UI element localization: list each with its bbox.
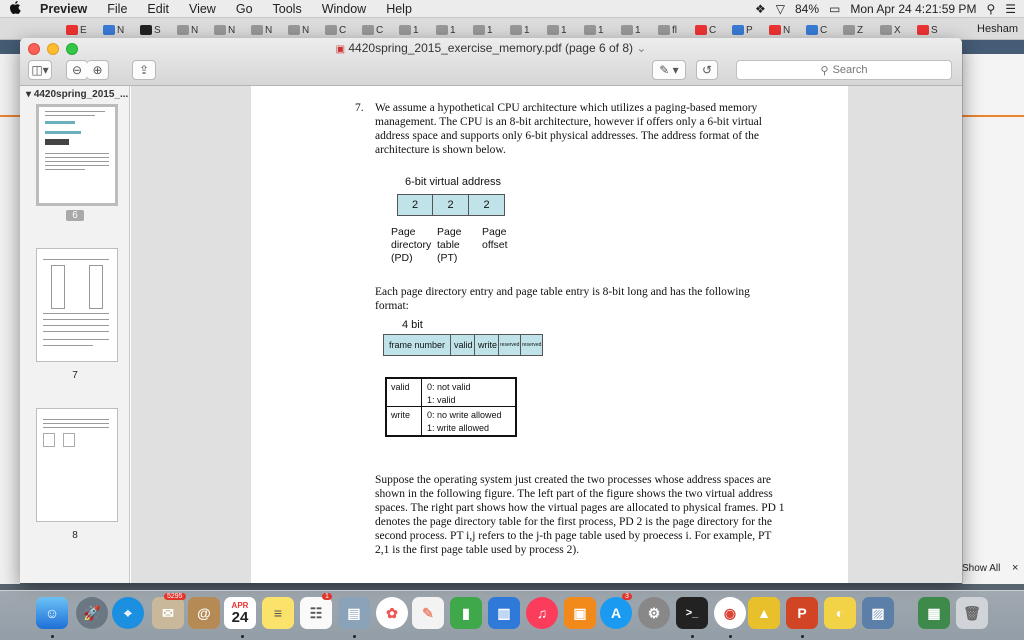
tab-favicon-icon [473, 25, 485, 35]
background-tab-label: N [302, 24, 310, 36]
show-all-button[interactable]: Show All [962, 563, 1001, 574]
tab-favicon-icon [621, 25, 633, 35]
rotate-button[interactable] [696, 60, 718, 80]
background-tab[interactable] [362, 22, 383, 38]
terminal-running-indicator [691, 635, 694, 638]
contacts-icon[interactable]: @ [188, 597, 220, 629]
menu-file[interactable]: File [107, 1, 128, 16]
zoom-in-button[interactable] [87, 60, 109, 80]
entry-format-fields [383, 334, 543, 356]
calendar-running-indicator [241, 635, 244, 638]
background-tab-label: S [154, 24, 161, 36]
app-store-icon[interactable]: A [600, 597, 632, 629]
menu-preview[interactable]: Preview [40, 1, 88, 16]
background-tab[interactable] [325, 22, 346, 38]
reminders-badge: 1 [322, 593, 332, 600]
pdf-file-icon: ▣ [335, 44, 346, 55]
reminders-icon[interactable]: ☷ [300, 597, 332, 629]
dropbox-icon[interactable]: ❖ [754, 1, 766, 16]
share-button[interactable] [132, 60, 156, 80]
itunes-icon[interactable]: ♫ [526, 597, 558, 629]
background-tab-label: 1 [413, 24, 419, 36]
disclosure-triangle-icon[interactable]: ▾ [26, 89, 32, 100]
question-number: 7. [355, 102, 364, 114]
page-number-6: 6 [66, 210, 84, 221]
background-tab[interactable] [621, 22, 641, 38]
background-tab-label: N [191, 24, 199, 36]
virtual-address-title: 6-bit virtual address [405, 176, 501, 188]
background-browser-tabs [0, 18, 1024, 40]
background-tab-label: 1 [598, 24, 604, 36]
tab-favicon-icon [214, 25, 226, 35]
menu-go[interactable]: Go [235, 1, 253, 16]
background-tab[interactable] [547, 22, 567, 38]
zoom-out-button[interactable] [66, 60, 88, 80]
legend-valid-0: 0: not valid [427, 382, 471, 392]
pt-label: Page table (PT) [437, 226, 462, 264]
tab-favicon-icon [769, 25, 781, 35]
title-bar [20, 38, 962, 86]
tab-favicon-icon [806, 25, 818, 35]
background-tab-label: S [931, 24, 938, 36]
tab-favicon-icon [658, 25, 670, 35]
battery-icon[interactable]: ▭ [829, 1, 841, 16]
background-tab-label: 1 [524, 24, 530, 36]
finder-icon[interactable]: ☺ [36, 597, 68, 629]
background-tab[interactable] [917, 22, 938, 38]
pdf-page [251, 86, 848, 583]
legend-valid-1: 1: valid [427, 395, 456, 405]
background-tab[interactable] [399, 22, 419, 38]
menu-view[interactable]: View [188, 1, 216, 16]
background-tab-label: fl [672, 24, 677, 36]
pen-icon: ✎ ▾ [659, 63, 679, 77]
background-tab-label: P [746, 24, 753, 36]
sidebar-document-title: 4420spring_2015_... [33, 89, 129, 100]
zoom-out-icon: ⊖ [71, 63, 83, 77]
background-tab[interactable] [843, 22, 863, 38]
background-tab[interactable] [695, 22, 716, 38]
window-title [20, 41, 962, 55]
background-tab-label: X [894, 24, 901, 36]
entry-format-text: Each page directory entry and page table entry is 8-bit long and has the following format: [375, 286, 750, 312]
powerpoint-icon[interactable]: P [786, 597, 818, 629]
page-number-7: 7 [72, 370, 78, 381]
launchpad-icon[interactable]: 🚀 [76, 597, 108, 629]
calendar-icon[interactable] [224, 597, 256, 629]
bit-legend-table [385, 377, 517, 437]
tab-favicon-icon [695, 25, 707, 35]
apple-menu-icon[interactable] [0, 1, 30, 17]
app-store-badge: 3 [622, 593, 632, 600]
background-tab-label: N [265, 24, 273, 36]
background-tab-label: Z [857, 24, 864, 36]
menu-edit[interactable]: Edit [147, 1, 169, 16]
background-tab[interactable] [473, 22, 493, 38]
tab-favicon-icon [584, 25, 596, 35]
legend-key-valid: valid [391, 382, 410, 392]
tab-favicon-icon [362, 25, 374, 35]
menu-help[interactable]: Help [386, 1, 412, 16]
background-tab[interactable] [880, 22, 901, 38]
dock [0, 590, 1024, 640]
scenario-text: Suppose the operating system just created the two processes whose address spaces are shown in the following figure. The left part of the figure shows the two virtual address spaces. The right part shows how the virtual pages are allocated to physical frames. PD 1 denotes the page directory table for the first process, PD 2 is the page directory for the second process. PT i,j refers to the j-th page table used by proecess i. For example, PT 2,1 is the first page table used by process 2). [375, 474, 785, 556]
chrome-icon[interactable]: ◉ [714, 597, 746, 629]
background-tab-label: E [80, 24, 87, 36]
background-tab[interactable] [806, 22, 827, 38]
photo-folder-icon[interactable]: ▦ [918, 597, 950, 629]
page-thumbnail-8[interactable] [36, 408, 118, 522]
question-intro: We assume a hypothetical CPU architecture which utilizes a paging-based memory management. The CPU is an 8-bit architecture, however if offers only a 6-bit virtual address space and supports only 6-bit physical addresses. The address format of the architecture is shown below. [375, 102, 762, 156]
background-tab-label: C [820, 24, 828, 36]
tab-favicon-icon [732, 25, 744, 35]
legend-key-write: write [391, 410, 411, 420]
pd-label: Page directory (PD) [391, 226, 432, 264]
markup-button[interactable] [652, 60, 686, 80]
numbers-icon[interactable]: ▮ [450, 597, 482, 629]
write-field: write [475, 334, 499, 356]
frame-number-field: frame number [383, 334, 451, 356]
search-field[interactable] [736, 60, 952, 80]
ibooks-icon[interactable]: ▣ [564, 597, 596, 629]
menu-tools[interactable]: Tools [272, 1, 302, 16]
background-tab[interactable] [732, 22, 753, 38]
notes-icon[interactable]: ≡ [262, 597, 294, 629]
background-tab-label: N [228, 24, 236, 36]
background-tab-label: 1 [487, 24, 493, 36]
background-tab[interactable] [658, 22, 677, 38]
background-tab-label: N [117, 24, 125, 36]
background-tab-label: C [376, 24, 384, 36]
offset-label: Page offset [482, 226, 508, 251]
document-area [131, 86, 962, 583]
terminal-icon[interactable]: >_ [676, 597, 708, 629]
tab-favicon-icon [843, 25, 855, 35]
background-tab[interactable] [251, 22, 272, 38]
background-tab-label: C [339, 24, 347, 36]
preview-running-indicator [353, 635, 356, 638]
background-tab-label: 1 [635, 24, 641, 36]
background-tab-label: N [783, 24, 791, 36]
mail-badge: 5295 [164, 593, 186, 600]
sidebar-toggle-button[interactable] [28, 60, 52, 80]
calendar-day: 24 [231, 608, 249, 626]
user-name[interactable]: Hesham [977, 23, 1018, 35]
tab-favicon-icon [140, 25, 152, 35]
tab-favicon-icon [66, 25, 78, 35]
background-window-edge [0, 54, 20, 584]
tab-favicon-icon [917, 25, 929, 35]
photos-icon[interactable]: ✿ [376, 597, 408, 629]
chevron-down-icon[interactable]: ⌄ [636, 41, 647, 55]
spotlight-icon[interactable]: ⚲ [986, 1, 996, 16]
menu-window[interactable]: Window [321, 1, 367, 16]
finder-running-indicator [51, 635, 54, 638]
tab-favicon-icon [288, 25, 300, 35]
background-tab[interactable] [769, 22, 790, 38]
virtual-address-format [397, 194, 505, 216]
sidebar-icon: ◫▾ [31, 63, 49, 77]
fields-title: 4 bit [402, 319, 423, 331]
safari-icon[interactable]: ⌖ [112, 597, 144, 629]
page-number-8: 8 [72, 530, 78, 541]
calendar-month: APR [231, 600, 249, 610]
cyberduck-icon[interactable]: ◐ [824, 597, 856, 629]
page-thumbnail-7[interactable] [36, 248, 118, 362]
background-tab[interactable] [66, 22, 87, 38]
reserved-field-2: reserved [521, 334, 543, 356]
background-tab[interactable] [510, 22, 530, 38]
menu-bar [0, 0, 1024, 18]
background-tab-label: 1 [561, 24, 567, 36]
legend-write-0: 0: no write allowed [427, 410, 502, 420]
tab-favicon-icon [177, 25, 189, 35]
trash-icon[interactable]: 🗑 [956, 597, 988, 629]
pt-bits: 2 [433, 194, 469, 216]
tab-favicon-icon [436, 25, 448, 35]
powerpoint-running-indicator [801, 635, 804, 638]
tab-favicon-icon [251, 25, 263, 35]
system-preferences-icon[interactable]: ⚙ [638, 597, 670, 629]
mail-icon[interactable]: ✉ [152, 597, 184, 629]
background-tab[interactable] [103, 22, 124, 38]
page-thumbnail-6[interactable] [36, 104, 118, 206]
image-capture-icon[interactable]: ▨ [862, 597, 894, 629]
tab-favicon-icon [103, 25, 115, 35]
search-icon: ⚲ [820, 64, 829, 77]
tab-favicon-icon [510, 25, 522, 35]
background-tab[interactable] [177, 22, 198, 38]
pd-bits: 2 [397, 194, 433, 216]
background-window-right [962, 54, 1024, 584]
close-icon[interactable]: × [1012, 562, 1019, 574]
chrome-running-indicator [729, 635, 732, 638]
background-tab[interactable] [214, 22, 235, 38]
reserved-field-1: reserved [499, 334, 521, 356]
sidebar-document-header[interactable] [26, 89, 128, 100]
preview-window [20, 38, 962, 583]
background-tab[interactable] [584, 22, 604, 38]
preview-app-icon[interactable]: ▤ [338, 597, 370, 629]
tab-favicon-icon [880, 25, 892, 35]
legend-write-1: 1: write allowed [427, 423, 490, 433]
wifi-icon[interactable]: ▽ [775, 1, 785, 16]
vlc-icon[interactable]: ▲ [748, 597, 780, 629]
background-tab-label: C [709, 24, 717, 36]
valid-field: valid [451, 334, 475, 356]
clock[interactable]: Mon Apr 24 4:21:59 PM [850, 1, 977, 16]
tab-favicon-icon [399, 25, 411, 35]
search-placeholder: Search [832, 64, 868, 76]
keynote-icon[interactable]: ✎ [412, 597, 444, 629]
background-tab[interactable] [436, 22, 456, 38]
offset-bits: 2 [469, 194, 505, 216]
notification-center-icon[interactable]: ☰ [1005, 1, 1016, 16]
zoom-in-icon: ⊕ [92, 63, 103, 77]
share-icon: ⇪ [138, 63, 150, 77]
tab-favicon-icon [325, 25, 337, 35]
thumbnail-sidebar [20, 86, 130, 583]
window-title-text: 4420spring_2015_exercise_memory.pdf (page 6 of 8) [348, 41, 633, 55]
background-tab[interactable] [288, 22, 309, 38]
rotate-icon: ↺ [701, 63, 713, 77]
keynote-presentation-icon[interactable]: ▥ [488, 597, 520, 629]
tab-favicon-icon [547, 25, 559, 35]
background-tab[interactable] [140, 22, 161, 38]
battery-percent: 84% [794, 1, 820, 16]
background-tab-label: 1 [450, 24, 456, 36]
